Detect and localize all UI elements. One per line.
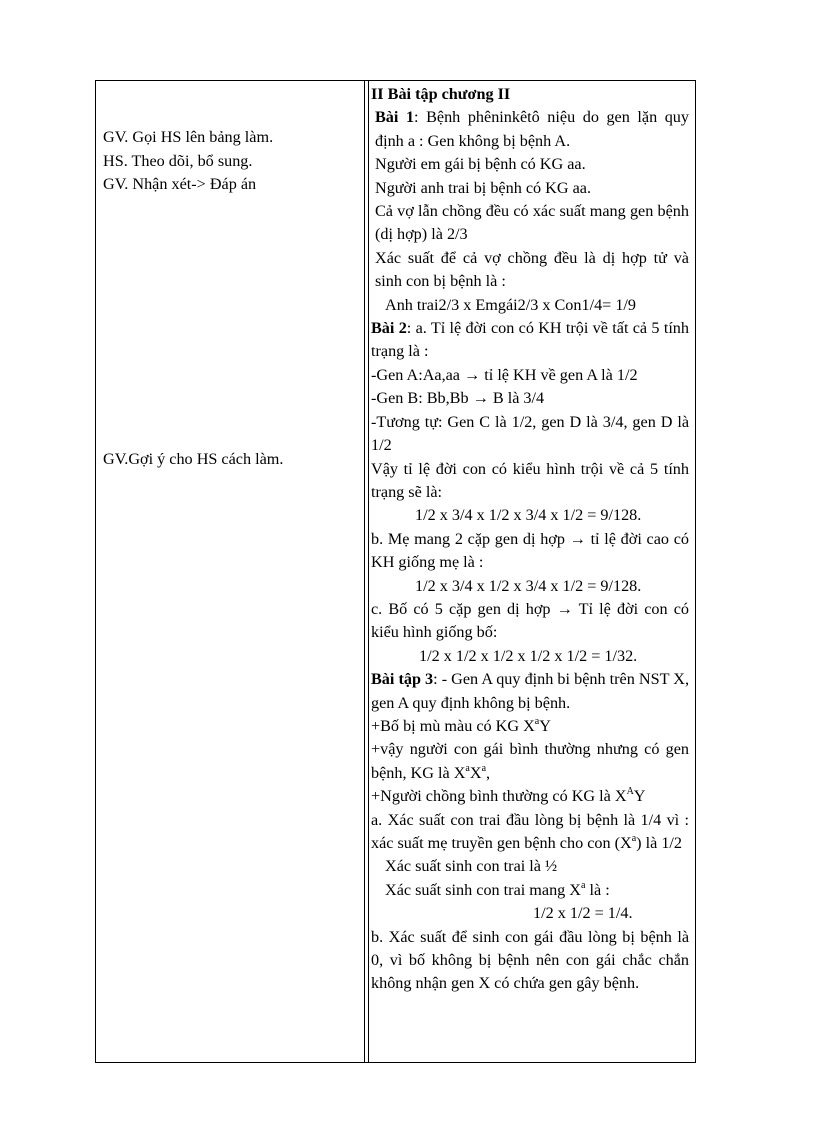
exercise-3: Bài tập 3: - Gen A quy định bi bệnh trên NST X, gen A quy định không bị bệnh. — [371, 670, 689, 712]
content-column — [371, 83, 689, 996]
exercise-2-result: 1/2 x 1/2 x 1/2 x 1/2 x 1/2 = 1/32. — [419, 646, 638, 665]
column-divider — [364, 81, 365, 1062]
exercise-3-line: +Bố bị mù màu có KG $X^aY$ — [371, 715, 551, 735]
exercise-3-line: Xác suất sinh con trai là ½ — [385, 857, 558, 876]
exercise-1-line: Cả vợ lẫn chồng đều có xác suất mang gen bệnh (dị hợp) là 2/3 — [375, 202, 689, 244]
exercise-1: Bài 1: Bệnh phêninkêtô niệu do gen lặn quy định a : Gen không bị bệnh A. — [375, 108, 689, 150]
lesson-table — [95, 80, 696, 1063]
exercise-3-part-b: b. Xác suất để sinh con gái đầu lòng bị bệnh là 0, vì bố không bị bệnh nên con gái chắc chắn không nhận gen X có chứa gen gây bệnh. — [371, 927, 689, 993]
exercise-2: Bài 2: a. Tỉ lệ đời con có KH trội về tất cả 5 tính trạng là : — [371, 319, 689, 361]
left-line-3: GV. Nhận xét-> Đáp án — [103, 175, 257, 193]
exercise-3-part-a: a. Xác suất con trai đầu lòng bị bệnh là 1/4 vì : xác suất mẹ truyền gen bệnh cho con $(X^a)$ là 1/2 — [371, 810, 689, 852]
column-divider-inner — [368, 81, 369, 1062]
exercise-1-line: Xác suất để cả vợ chồng đều là dị hợp tử và sinh con bị bệnh là : — [375, 248, 689, 291]
exercise-2-line: -Tương tự: Gen C là 1/2, gen D là 3/4, gen D là 1/2 — [371, 412, 689, 455]
exercise-2-part-b: b. Mẹ mang 2 cặp gen dị hợp → tỉ lệ đời cao có KH giống mẹ là : — [371, 529, 689, 572]
exercise-3-line: Xác suất sinh con trai mang $X^a$ là : — [385, 879, 610, 899]
section-heading: II Bài tập chương II — [371, 85, 511, 103]
exercise-2-line: Vậy tỉ lệ đời con có kiểu hình trội về cả 5 tính trạng sẽ là: — [371, 459, 689, 501]
exercise-2-label: Bài 2 — [371, 319, 407, 338]
exercise-1-line: Người anh trai bị bệnh có KG aa. — [375, 178, 592, 197]
left-line-4: GV.Gợi ý cho HS cách làm. — [103, 450, 284, 468]
exercise-3-line: +Người chồng bình thường có KG là $X^AY$ — [371, 786, 646, 806]
exercise-2-line: -Gen B: Bb,Bb → B là 3/4 — [371, 389, 545, 408]
exercise-2-result: 1/2 x 3/4 x 1/2 x 3/4 x 1/2 = 9/128. — [415, 506, 642, 525]
exercise-1-label: Bài 1 — [375, 108, 415, 127]
exercise-1-result: Anh trai2/3 x Emgái2/3 x Con1/4= 1/9 — [385, 295, 637, 314]
left-line-2: HS. Theo dõi, bổ sung. — [103, 152, 253, 170]
exercise-3-line: +vậy người con gái bình thường nhưng có gen bệnh, KG là $X^aX^a$, — [371, 740, 689, 782]
exercise-1-line: Người em gái bị bệnh có KG aa. — [375, 155, 586, 174]
exercise-3-label: Bài tập 3 — [371, 670, 434, 689]
exercise-3-result: 1/2 x 1/2 = 1/4. — [533, 904, 633, 923]
exercise-2-part-c: c. Bố có 5 cặp gen dị hợp → Tỉ lệ đời con có kiểu hình giống bố: — [371, 599, 689, 642]
left-line-1: GV. Gọi HS lên bảng làm. — [103, 128, 274, 146]
exercise-2-line: -Gen A:Aa,aa → tỉ lệ KH về gen A là 1/2 — [371, 365, 638, 384]
exercise-2-result: 1/2 x 3/4 x 1/2 x 3/4 x 1/2 = 9/128. — [415, 576, 642, 595]
